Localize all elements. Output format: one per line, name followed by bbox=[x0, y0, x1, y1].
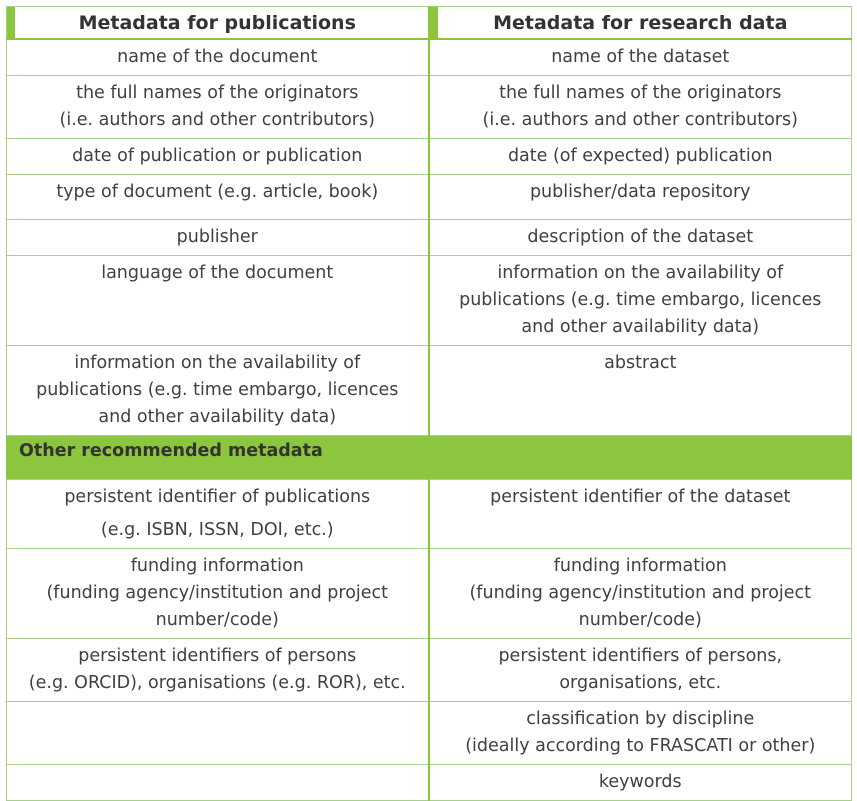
cell-line: persistent identifiers of persons bbox=[78, 646, 357, 666]
publication-cell bbox=[7, 220, 429, 256]
cell-line: name of the dataset bbox=[551, 47, 730, 67]
table-row bbox=[7, 76, 852, 139]
cell-line: information on the availability of bbox=[74, 353, 361, 373]
header-research-data: Metadata for research data bbox=[429, 7, 852, 40]
cell-line: abstract bbox=[604, 353, 677, 373]
header-publications: Metadata for publications bbox=[7, 7, 429, 40]
research-data-cell bbox=[429, 346, 852, 436]
cell-line: name of the document bbox=[117, 47, 318, 67]
table-header-row bbox=[7, 7, 852, 40]
metadata-table bbox=[6, 6, 852, 801]
publication-cell bbox=[7, 480, 429, 549]
table-row bbox=[7, 346, 852, 436]
publication-cell bbox=[7, 256, 429, 346]
cell-line: number/code) bbox=[578, 610, 702, 630]
cell-line: number/code) bbox=[155, 610, 279, 630]
cell-line: (e.g. ISBN, ISSN, DOI, etc.) bbox=[100, 520, 334, 540]
cell-line: persistent identifiers of persons, bbox=[498, 646, 783, 666]
table-row bbox=[7, 702, 852, 765]
research-data-cell bbox=[429, 702, 852, 765]
cell-line: (e.g. ORCID), organisations (e.g. ROR), etc. bbox=[28, 673, 406, 693]
research-data-cell bbox=[429, 39, 852, 76]
research-data-cell bbox=[429, 220, 852, 256]
section-row bbox=[7, 436, 852, 480]
table-row bbox=[7, 39, 852, 76]
research-data-cell bbox=[429, 139, 852, 175]
metadata-table-container bbox=[6, 6, 851, 801]
cell-line: the full names of the originators bbox=[76, 83, 359, 103]
publication-cell bbox=[7, 639, 429, 702]
research-data-cell bbox=[429, 639, 852, 702]
cell-line: funding information bbox=[553, 556, 727, 576]
cell-line: and other availability data) bbox=[521, 317, 760, 337]
cell-line: (i.e. authors and other contributors) bbox=[59, 110, 375, 130]
cell-line: (i.e. authors and other contributors) bbox=[482, 110, 798, 130]
cell-line: persistent identifier of publications bbox=[64, 487, 371, 507]
table-row bbox=[7, 549, 852, 639]
cell-line: publications (e.g. time embargo, licences bbox=[36, 380, 399, 400]
research-data-cell bbox=[429, 765, 852, 801]
publication-cell bbox=[7, 346, 429, 436]
table-row bbox=[7, 765, 852, 801]
cell-line: the full names of the originators bbox=[499, 83, 782, 103]
cell-line: classification by discipline bbox=[526, 709, 755, 729]
table-row bbox=[7, 220, 852, 256]
cell-line: language of the document bbox=[101, 263, 334, 283]
cell-line: publications (e.g. time embargo, licences bbox=[459, 290, 822, 310]
section-title: Other recommended metadata bbox=[7, 436, 852, 480]
research-data-cell bbox=[429, 549, 852, 639]
cell-line: (funding agency/institution and project bbox=[469, 583, 812, 603]
publication-cell bbox=[7, 175, 429, 220]
publication-cell bbox=[7, 76, 429, 139]
publication-cell-empty bbox=[7, 702, 429, 765]
table-row bbox=[7, 256, 852, 346]
publication-cell bbox=[7, 39, 429, 76]
research-data-cell bbox=[429, 256, 852, 346]
table-row bbox=[7, 175, 852, 220]
cell-line: persistent identifier of the dataset bbox=[490, 487, 791, 507]
research-data-cell bbox=[429, 175, 852, 220]
cell-line: publisher/data repository bbox=[529, 182, 751, 202]
publication-cell bbox=[7, 139, 429, 175]
cell-line: and other availability data) bbox=[98, 407, 337, 427]
cell-line: description of the dataset bbox=[527, 227, 754, 247]
publication-cell-empty bbox=[7, 765, 429, 801]
research-data-cell bbox=[429, 480, 852, 549]
cell-line: (ideally according to FRASCATI or other) bbox=[465, 736, 816, 756]
table-row bbox=[7, 639, 852, 702]
cell-line: publisher bbox=[176, 227, 258, 247]
cell-line: date (of expected) publication bbox=[507, 146, 773, 166]
cell-line: date of publication or publication bbox=[72, 146, 363, 166]
cell-line: information on the availability of bbox=[497, 263, 784, 283]
table-row bbox=[7, 480, 852, 549]
cell-line: (funding agency/institution and project bbox=[46, 583, 389, 603]
cell-line: organisations, etc. bbox=[559, 673, 722, 693]
research-data-cell bbox=[429, 76, 852, 139]
publication-cell bbox=[7, 549, 429, 639]
table-row bbox=[7, 139, 852, 175]
cell-line: keywords bbox=[598, 772, 682, 792]
cell-line: funding information bbox=[130, 556, 304, 576]
cell-line: type of document (e.g. article, book) bbox=[56, 182, 379, 202]
